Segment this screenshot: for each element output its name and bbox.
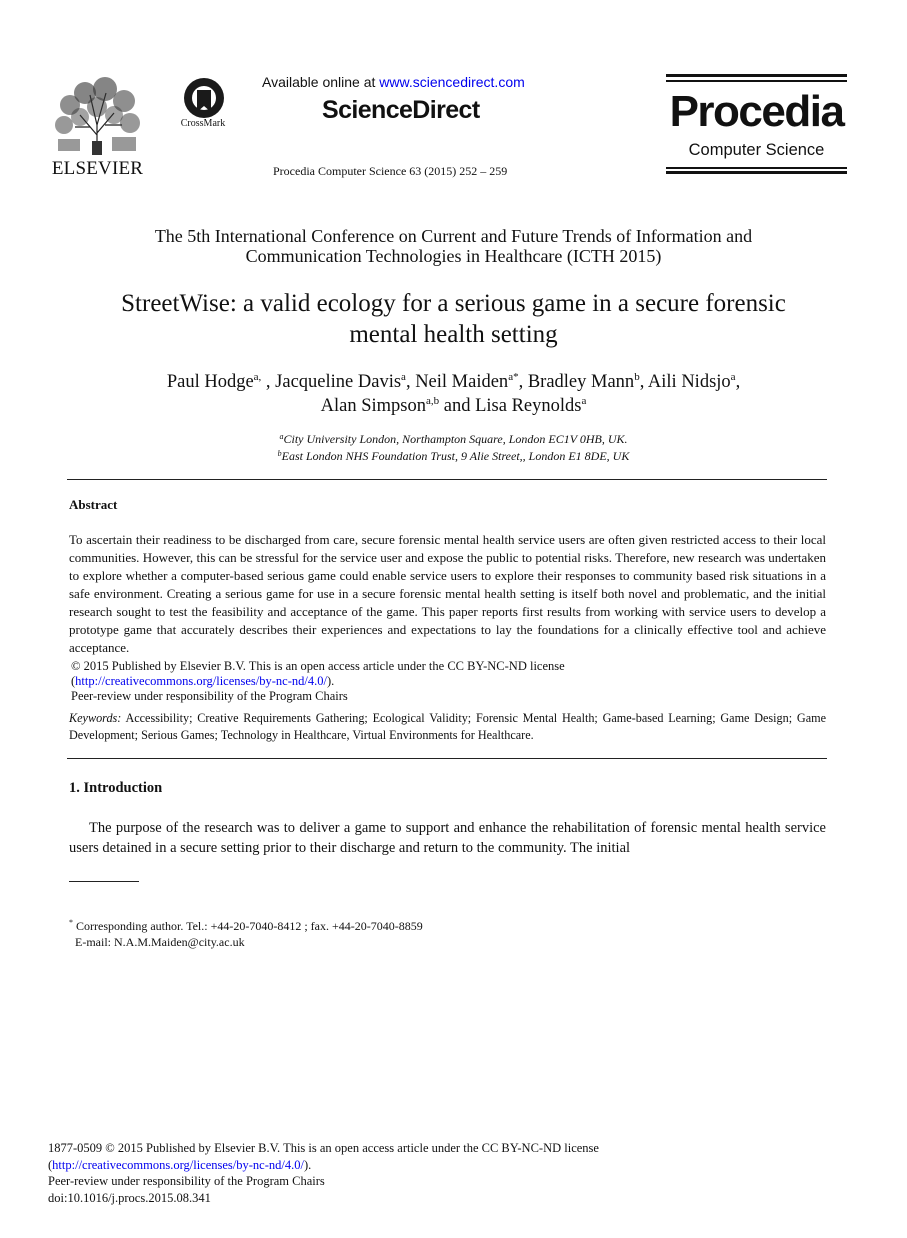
copyright-line: © 2015 Published by Elsevier B.V. This is an open access article under the CC BY-NC-ND license bbox=[71, 659, 565, 673]
journal-reference: Procedia Computer Science 63 (2015) 252 – 259 bbox=[273, 164, 508, 178]
author-name: Bradley Mann bbox=[527, 372, 635, 392]
procedia-logo-title: Procedia bbox=[669, 87, 844, 136]
author-list bbox=[60, 370, 847, 418]
corresponding-author: Corresponding author. Tel.: +44-20-7040-8412 ; fax. +44-20-7040-8859 bbox=[73, 919, 423, 933]
license-link[interactable]: http://creativecommons.org/licenses/by-nc-nd/4.0/ bbox=[75, 674, 327, 688]
footer-license-link[interactable]: http://creativecommons.org/licenses/by-nc-nd/4.0/ bbox=[52, 1157, 304, 1172]
author-separator: , bbox=[735, 372, 741, 392]
peer-review-line: Peer-review under responsibility of the Program Chairs bbox=[71, 689, 348, 703]
abstract-heading: Abstract bbox=[69, 497, 118, 512]
footnote-marker: * bbox=[69, 918, 73, 927]
author-affil-marker: a* bbox=[508, 371, 519, 383]
author-separator: , bbox=[639, 372, 648, 392]
copyright-notice: © 2015 Published by Elsevier B.V. This is an open access article under the CC BY-NC-ND license (http://creativecommons.org/licenses/by-nc-nd/4.0/). Peer-review under responsibility of the Program Chairs bbox=[71, 659, 828, 704]
conference-name bbox=[60, 226, 847, 266]
author-name: Paul Hodge bbox=[166, 372, 254, 392]
available-online-prefix: Available online at bbox=[262, 74, 380, 90]
author-name: Neil Maiden bbox=[415, 372, 509, 392]
author-affil-marker: a,b bbox=[425, 395, 440, 407]
author-separator: and bbox=[439, 396, 476, 416]
abstract-body: To ascertain their readiness to be discharged from care, secure forensic mental health service users are often given restricted access to their local communities. However, this can be stressful for the service user and expose the public to potential risks. Therefore, new research was undertaken to explore whether a computer-based serious game could enable service users to explore their responses to community based risk situations in a safe environment. Creating a serious game for use in a secure forensic mental health setting is itself both novel and problematic, and the initial research sought to test the feasibility and acceptance of the game. This paper reports first results from working with service users to develop a prototype game that accurately describes their experiences and expectations to lay the foundations for a clinically effective tool and achieve acceptance. bbox=[69, 532, 826, 655]
conference-line-2: Communication Technologies in Healthcare (ICTH 2015) bbox=[245, 246, 662, 266]
available-online bbox=[262, 74, 525, 90]
divider-bottom bbox=[67, 758, 827, 759]
page-footer: 1877-0509 © 2015 Published by Elsevier B.V. This is an open access article under the CC BY-NC-ND license (http://creativecommons.org/licenses/by-nc-nd/4.0/). Peer-review under responsibility of the Program Chairs doi:10.1016/j.procs.2015.08.341 bbox=[48, 1140, 748, 1206]
introduction-text: The purpose of the research was to deliver a game to support and enhance the rehabilitation of forensic mental health service users detained in a secure setting prior to their discharge and return to the community. The initial bbox=[69, 820, 826, 856]
footnote-rule bbox=[69, 881, 139, 882]
author-separator: , bbox=[405, 372, 416, 392]
footer-peer-review: Peer-review under responsibility of the Program Chairs bbox=[48, 1174, 325, 1188]
author-separator: , bbox=[518, 372, 528, 392]
procedia-journal-logo bbox=[666, 74, 847, 176]
author-name: Jacqueline Davis bbox=[275, 372, 402, 392]
publisher-name: ELSEVIER bbox=[51, 158, 144, 179]
author-affil-marker: a bbox=[730, 371, 736, 383]
conference-line-1: The 5th International Conference on Current and Future Trends of Information and bbox=[154, 226, 753, 246]
sciencedirect-link[interactable]: www.sciencedirect.com bbox=[379, 74, 525, 90]
paper-title bbox=[60, 288, 847, 350]
crossmark-label: CrossMark bbox=[180, 118, 226, 129]
keywords-label: Keywords: bbox=[69, 711, 122, 725]
author-affil-marker: a, bbox=[253, 371, 262, 383]
keywords bbox=[69, 710, 826, 744]
paper-title-line-2: mental health setting bbox=[349, 321, 558, 348]
procedia-logo-subtitle: Computer Science bbox=[688, 141, 825, 159]
paper-title-line-1: StreetWise: a valid ecology for a serious game in a secure forensic bbox=[121, 290, 786, 317]
author-separator: , bbox=[261, 372, 276, 392]
doi: doi:10.1016/j.procs.2015.08.341 bbox=[48, 1190, 211, 1205]
author-affil-marker: a bbox=[581, 395, 587, 407]
author-email: E-mail: N.A.M.Maiden@city.ac.uk bbox=[75, 935, 245, 949]
author-affil-marker: b bbox=[634, 371, 640, 383]
affiliation-a: $^a$City University London, Northampton Square, London EC1V 0HB, UK. bbox=[279, 432, 628, 446]
author-affil-marker: a bbox=[401, 371, 406, 383]
author-name: Lisa Reynolds bbox=[475, 396, 582, 416]
author-name: Alan Simpson bbox=[320, 396, 426, 416]
issn-license-line: 1877-0509 © 2015 Published by Elsevier B.V. This is an open access article under the CC BY-NC-ND license bbox=[48, 1141, 599, 1155]
affiliations bbox=[60, 431, 847, 465]
author-name: Aili Nidsjo bbox=[647, 372, 731, 392]
divider-top bbox=[67, 479, 827, 480]
footnote bbox=[69, 918, 423, 950]
section-heading-introduction: 1. Introduction bbox=[69, 780, 163, 796]
affiliation-b: $^b$East London NHS Foundation Trust, 9 Alie Street,, London E1 8DE, UK bbox=[277, 449, 630, 463]
sciencedirect-brand: ScienceDirect bbox=[322, 96, 480, 124]
keywords-list: Accessibility; Creative Requirements Gathering; Ecological Validity; Forensic Mental Health; Game-based Learning; Game Design; Game Development; Serious Games; Technology in Healthcare, Virtual Environments for Healthcare. bbox=[69, 711, 826, 742]
